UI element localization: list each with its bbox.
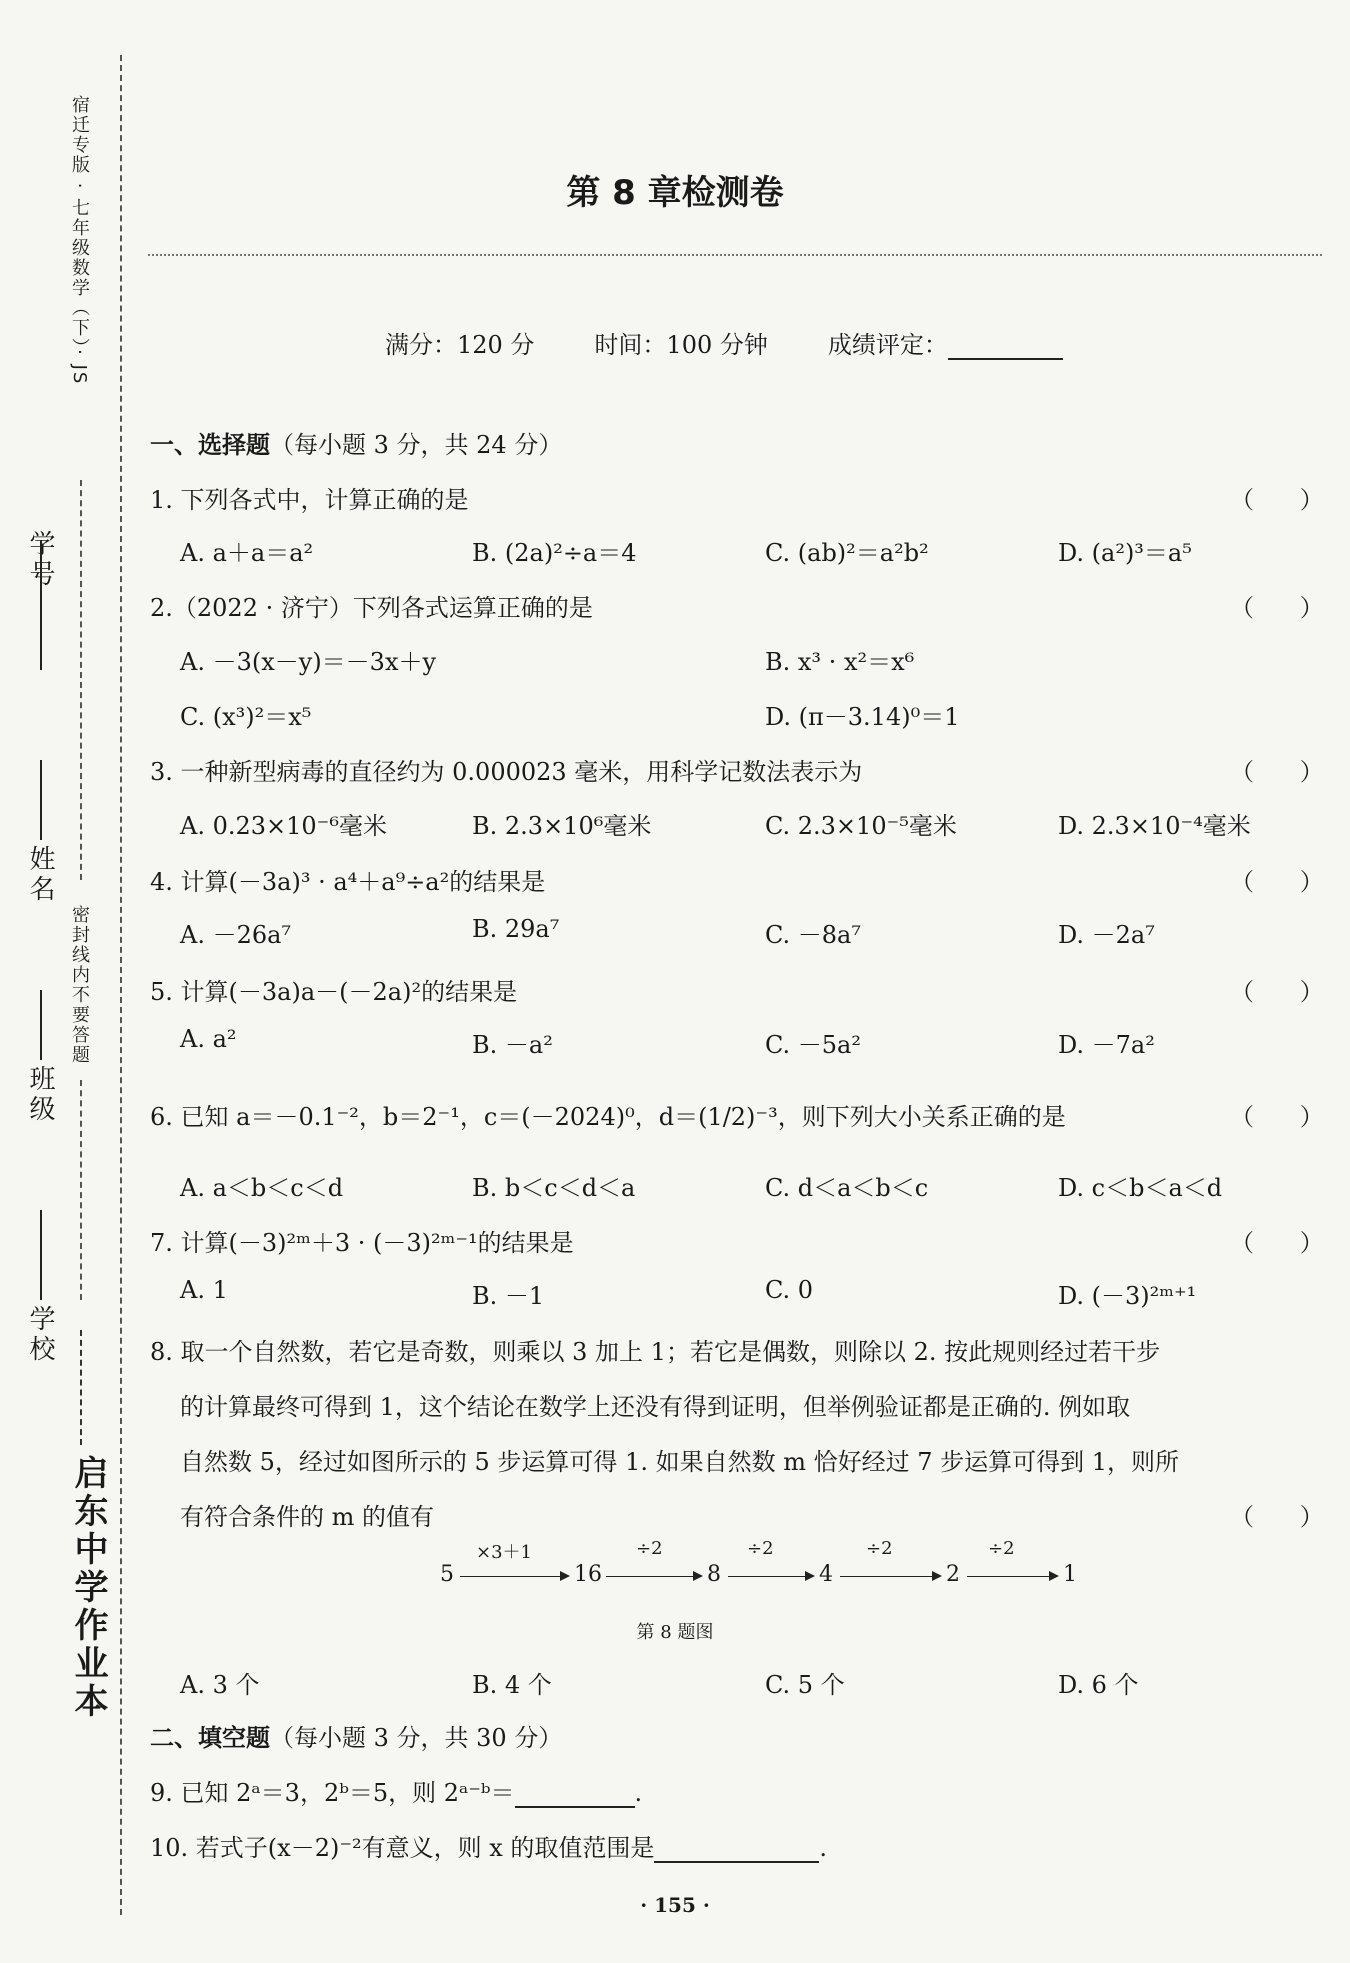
q7-option-b: B. －1: [472, 1282, 545, 1310]
flow-number: 2: [946, 1562, 960, 1587]
class-blank: [40, 990, 42, 1060]
q2-option-c: C. (x³)²＝x⁵: [180, 703, 312, 731]
q1-option-d: D. (a²)³＝a⁵: [1058, 539, 1192, 567]
q3-option-b: B. 2.3×10⁶毫米: [472, 812, 652, 840]
answer-blank-10[interactable]: [654, 1839, 819, 1863]
q5-option-d: D. －7a²: [1058, 1031, 1155, 1059]
flow-number: 5: [440, 1562, 454, 1587]
question-8-stem-line-2: 的计算最终可得到 1，这个结论在数学上还没有得到证明，但举例验证都是正确的. 例如取: [180, 1393, 1131, 1421]
grade-blank[interactable]: [948, 334, 1063, 360]
title-divider: [148, 254, 1322, 256]
flow-number: 4: [819, 1562, 833, 1587]
flow-number: 1: [1063, 1562, 1077, 1587]
q8-flow-diagram: [440, 1540, 1080, 1590]
q7-option-d: D. (－3)²ᵐ⁺¹: [1058, 1282, 1197, 1310]
q3-option-d: D. 2.3×10⁻⁴毫米: [1058, 812, 1251, 840]
q8-option-a: A. 3 个: [180, 1671, 260, 1699]
q8-option-d: D. 6 个: [1058, 1671, 1139, 1699]
flow-arrow: [728, 1576, 813, 1577]
answer-paren-5[interactable]: （ ）: [1230, 978, 1324, 1006]
section-choice-title: 一、选择题（每小题 3 分，共 24 分）: [150, 431, 563, 459]
seal-dash-bottom: [80, 1080, 82, 1300]
question-3-stem: 3. 一种新型病毒的直径约为 0.000023 毫米，用科学记数法表示为: [150, 758, 863, 786]
q5-option-a: A. a²: [180, 1025, 237, 1053]
question-10: 10. 若式子(x－2)⁻²有意义，则 x 的取值范围是 .: [150, 1834, 828, 1862]
brand-dash: [80, 1330, 82, 1445]
q2-option-b: B. x³ · x²＝x⁶: [765, 648, 915, 676]
flow-number: 16: [574, 1562, 602, 1587]
q7-option-a: A. 1: [180, 1276, 228, 1304]
question-8-stem-line-3: 自然数 5，经过如图所示的 5 步运算可得 1. 如果自然数 m 恰好经过 7 步运算可得到 1，则所: [180, 1448, 1180, 1476]
flow-arrow: [460, 1576, 568, 1577]
q3-option-c: C. 2.3×10⁻⁵毫米: [765, 812, 957, 840]
answer-paren-7[interactable]: （ ）: [1230, 1229, 1324, 1257]
q1-option-a: A. a＋a＝a²: [180, 539, 314, 567]
flow-op: ÷2: [747, 1538, 774, 1559]
flow-op: ×3＋1: [476, 1542, 532, 1563]
page-number: · 155 ·: [640, 1893, 710, 1917]
field-student-id[interactable]: 学号: [25, 530, 55, 590]
q6-option-d: D. c＜b＜a＜d: [1058, 1174, 1223, 1202]
flow-arrow: [967, 1576, 1057, 1577]
question-8-stem-line-1: 8. 取一个自然数，若它是奇数，则乘以 3 加上 1；若它是偶数，则除以 2. 按此规则经过若干步: [150, 1338, 1161, 1366]
edition-label: 宿迁专版 · 七年级数学（下）· JS: [69, 95, 90, 386]
q4-option-a: A. －26a⁷: [180, 921, 292, 949]
time-limit: 时间：100 分钟: [594, 331, 768, 359]
field-school[interactable]: 学校: [25, 1305, 55, 1365]
seal-notice: 密封线内不要答题: [69, 905, 90, 1065]
flow-arrow: [840, 1576, 940, 1577]
answer-paren-3[interactable]: （ ）: [1230, 758, 1324, 786]
q8-option-c: C. 5 个: [765, 1671, 845, 1699]
flow-op: ÷2: [988, 1538, 1015, 1559]
q6-option-a: A. a＜b＜c＜d: [180, 1174, 344, 1202]
flow-op: ÷2: [866, 1538, 893, 1559]
answer-paren-6[interactable]: （ ）: [1230, 1103, 1324, 1131]
grade-field: 成绩评定：: [828, 325, 1063, 360]
question-7-stem: 7. 计算(－3)²ᵐ＋3 · (－3)²ᵐ⁻¹的结果是: [150, 1229, 574, 1257]
flow-number: 8: [707, 1562, 721, 1587]
answer-paren-2[interactable]: （ ）: [1230, 594, 1324, 622]
answer-paren-1[interactable]: （ ）: [1230, 486, 1324, 514]
seal-dash-top: [80, 480, 82, 880]
answer-paren-4[interactable]: （ ）: [1230, 868, 1324, 896]
page-title: 第 8 章检测卷: [566, 173, 784, 213]
q3-option-a: A. 0.23×10⁻⁶毫米: [180, 812, 387, 840]
question-1-stem: 1. 下列各式中，计算正确的是: [150, 486, 469, 514]
figure-caption: 第 8 题图: [636, 1622, 714, 1643]
flow-arrow: [606, 1576, 701, 1577]
q6-option-c: C. d＜a＜b＜c: [765, 1174, 929, 1202]
q6-option-b: B. b＜c＜d＜a: [472, 1174, 636, 1202]
flow-op: ÷2: [636, 1538, 663, 1559]
q4-option-d: D. －2a⁷: [1058, 921, 1155, 949]
q7-option-c: C. 0: [765, 1276, 814, 1304]
q4-option-c: C. －8a⁷: [765, 921, 861, 949]
exam-meta: [385, 325, 1063, 360]
q5-option-c: C. －5a²: [765, 1031, 861, 1059]
field-class[interactable]: 班级: [25, 1065, 55, 1125]
q2-option-d: D. (π－3.14)⁰＝1: [765, 703, 960, 731]
question-4-stem: 4. 计算(－3a)³ · a⁴＋a⁹÷a²的结果是: [150, 868, 546, 896]
q4-option-b: B. 29a⁷: [472, 915, 560, 943]
question-9: 9. 已知 2ᵃ＝3，2ᵇ＝5，则 2ᵃ⁻ᵇ＝ .: [150, 1779, 643, 1807]
answer-paren-8[interactable]: （ ）: [1230, 1503, 1324, 1531]
question-2-stem: 2.（2022 · 济宁）下列各式运算正确的是: [150, 594, 593, 622]
section-fill-title: 二、填空题（每小题 3 分，共 30 分）: [150, 1724, 563, 1752]
question-5-stem: 5. 计算(－3a)a－(－2a)²的结果是: [150, 978, 518, 1006]
name-blank: [40, 760, 42, 840]
question-8-stem-line-4: 有符合条件的 m 的值有: [180, 1503, 435, 1531]
q2-option-a: A. －3(x－y)＝－3x＋y: [180, 648, 437, 676]
full-score: 满分：120 分: [385, 331, 535, 359]
question-6-stem: 6. 已知 a＝－0.1⁻²，b＝2⁻¹，c＝(－2024)⁰，d＝(1/2)⁻³，则下列大小关系正确的是: [150, 1103, 1066, 1131]
field-name[interactable]: 姓名: [25, 845, 55, 905]
q1-option-c: C. (ab)²＝a²b²: [765, 539, 929, 567]
answer-blank-9[interactable]: [515, 1784, 635, 1808]
q5-option-b: B. －a²: [472, 1031, 553, 1059]
q1-option-b: B. (2a)²÷a＝4: [472, 539, 637, 567]
school-blank: [40, 1210, 42, 1300]
q8-option-b: B. 4 个: [472, 1671, 552, 1699]
brand-label: 启东中学作业本: [68, 1455, 108, 1721]
student-id-blank: [40, 540, 42, 670]
